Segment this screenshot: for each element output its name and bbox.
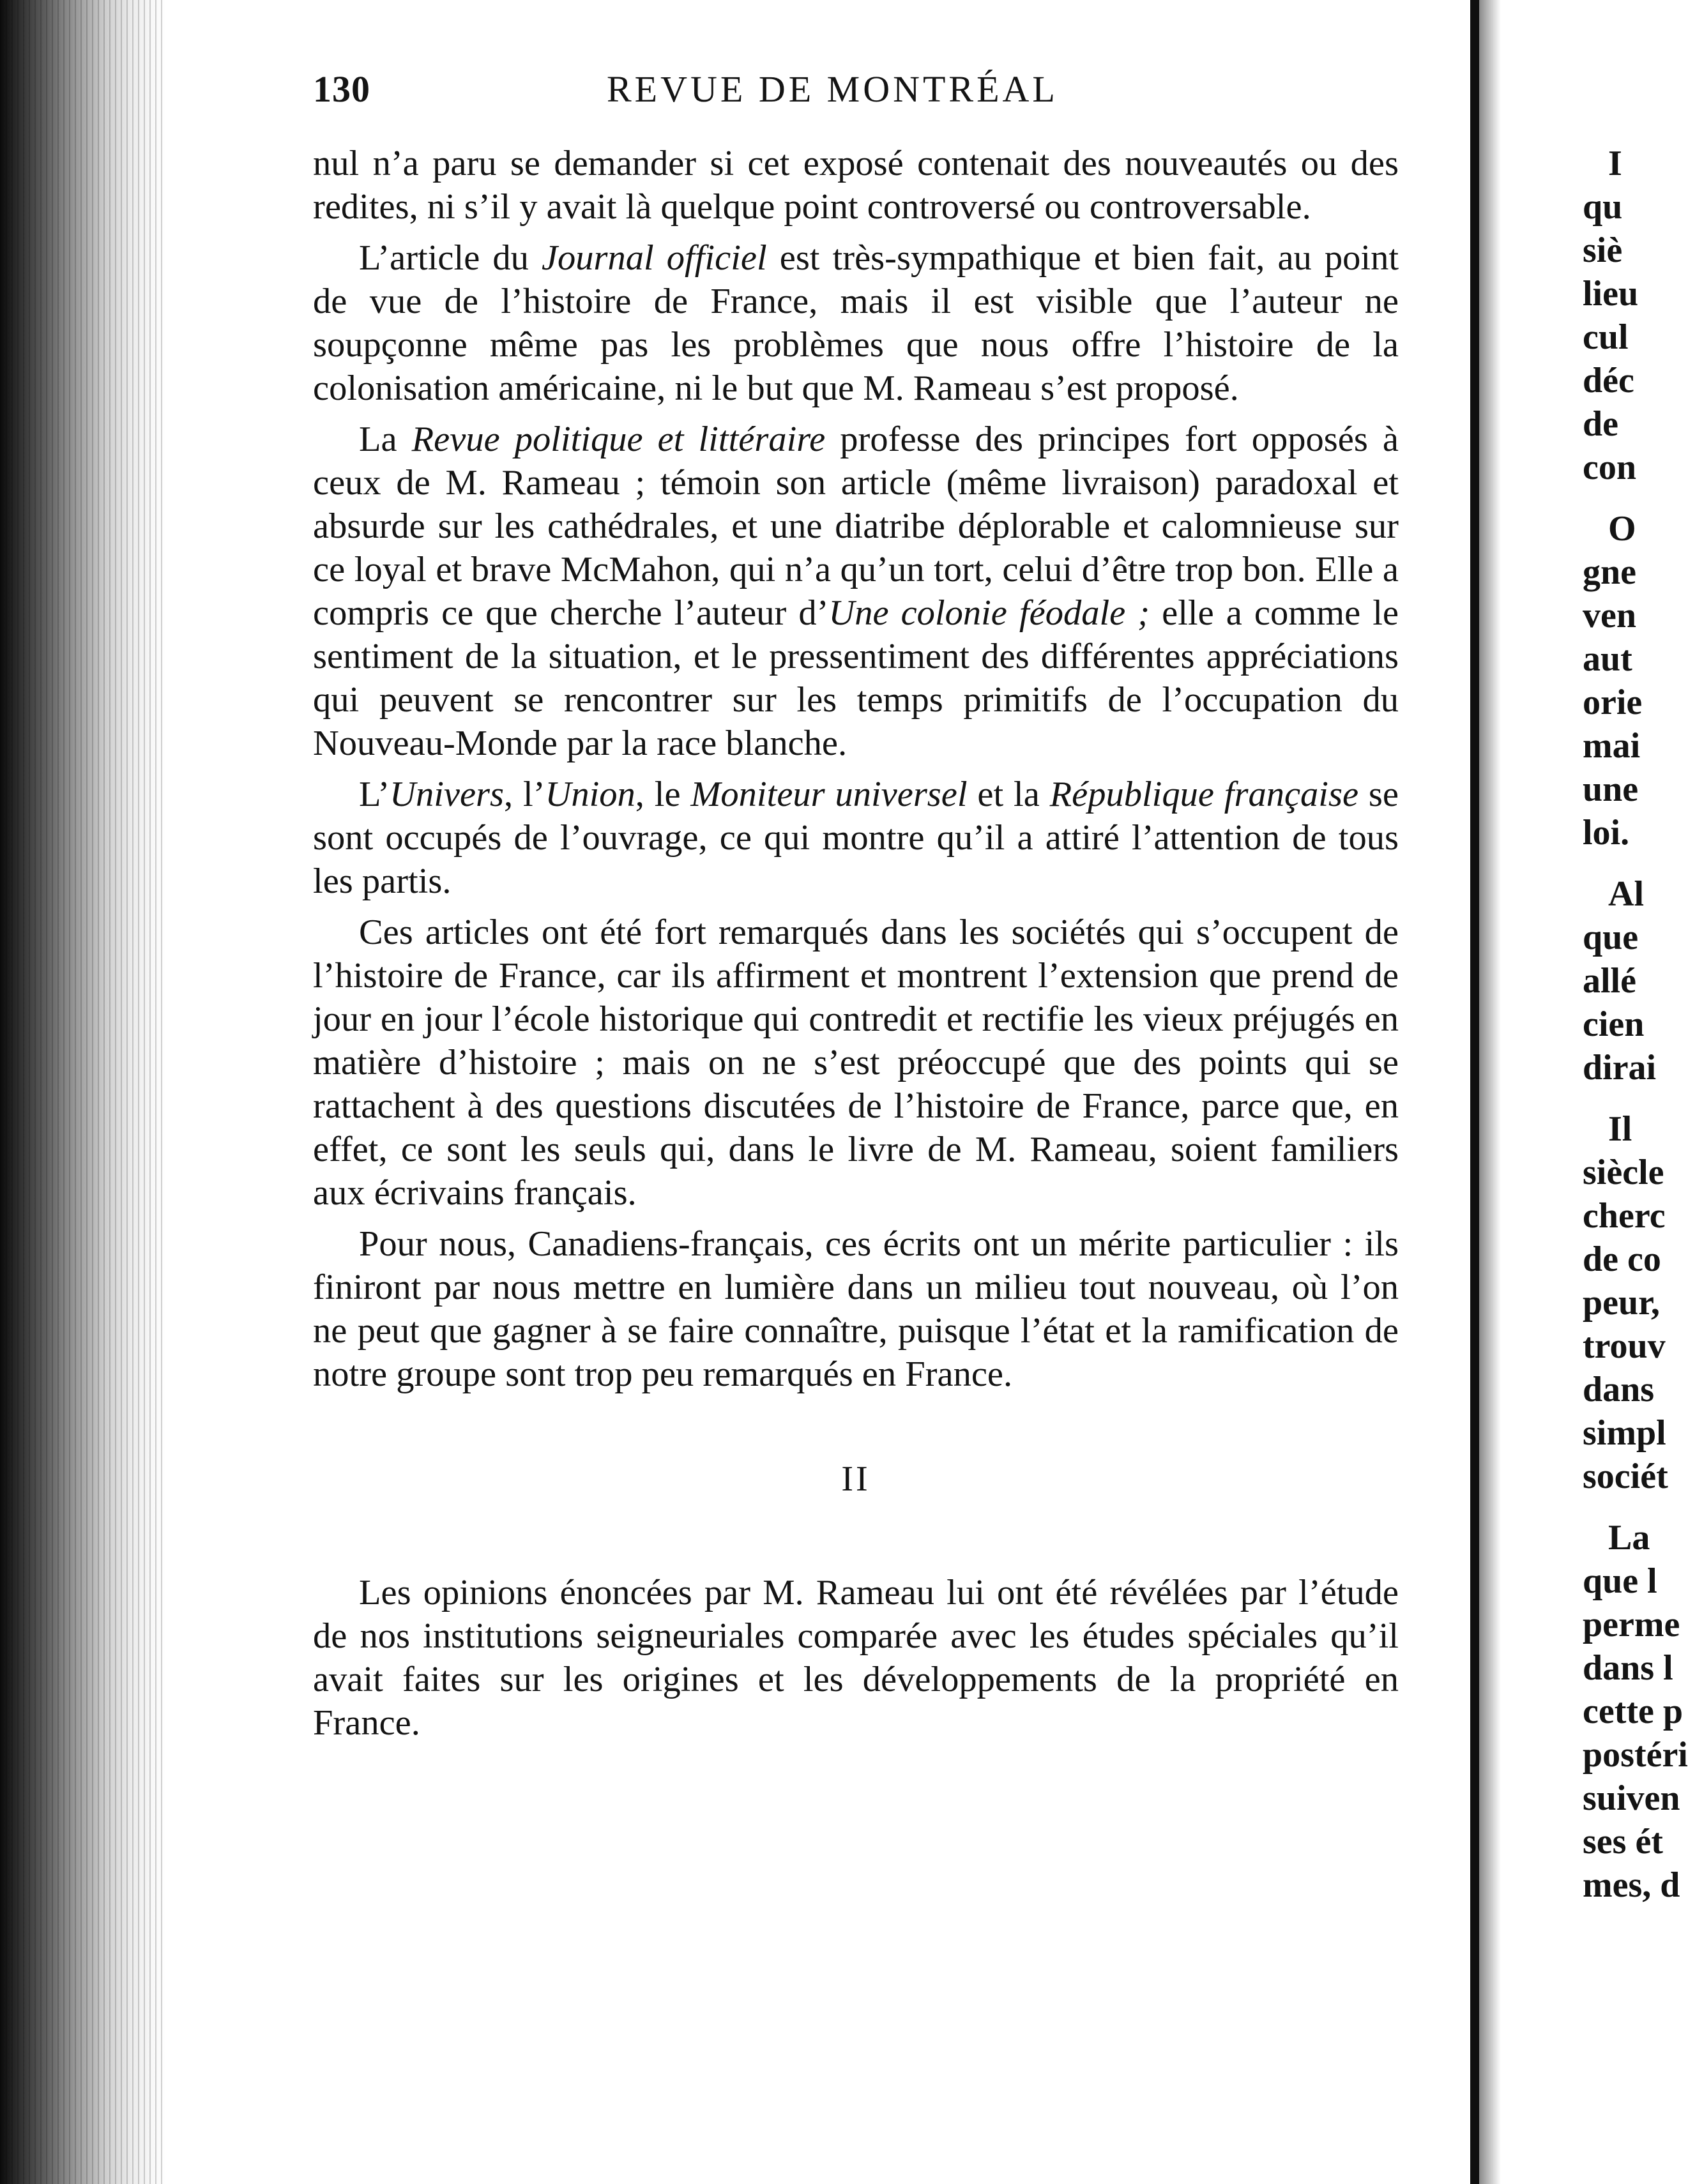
- revue-politique-title: Revue politique et littéraire: [411, 420, 826, 459]
- paragraph-4-text-c: , le: [635, 775, 691, 814]
- paragraph-4: [313, 773, 1399, 903]
- facing-page-line: simpl: [1583, 1413, 1666, 1453]
- paragraph-4-text-b: , l’: [504, 775, 545, 814]
- facing-page-line: que: [1583, 918, 1639, 957]
- facing-page-line: O: [1608, 509, 1636, 549]
- facing-page-line: gne: [1583, 552, 1636, 592]
- page-edge-divider: [1470, 0, 1479, 2184]
- paragraph-2-text-a: L’article du: [359, 238, 542, 278]
- facing-page-line: siè: [1583, 231, 1623, 270]
- paragraph-3-text-b: professe des principes fort opposés à ceux de M. Rameau ; témoin son article (même livraison) paradoxal et absurde sur les cathédrales, et une diatribe déplorable et calomnieuse sur ce loyal et brave McMahon, qui n’a qu’un tort, celui d’être trop bon. Elle a compris ce que cherche l’auteur d’: [313, 420, 1399, 633]
- facing-paragraph-gap: [1583, 854, 1668, 872]
- facing-page-line: con: [1583, 448, 1636, 487]
- paragraph-1: nul n’a paru se demander si cet exposé contenait des nouveautés ou des redites, ni s’il y avait là quelque point controversé ou controversable.: [313, 144, 1399, 227]
- facing-page-line: ven: [1583, 596, 1636, 635]
- journal-title: REVUE DE MONTRÉAL: [607, 68, 1058, 110]
- facing-page-line: cette p: [1583, 1692, 1684, 1731]
- univers-title: Univers: [390, 775, 505, 814]
- paragraph-2: [313, 236, 1399, 410]
- facing-page-line: une: [1583, 770, 1639, 809]
- facing-paragraph-gap: [1583, 1089, 1668, 1107]
- facing-page-line: siècle: [1583, 1153, 1664, 1192]
- paragraph-4-text-d: et la: [967, 775, 1050, 814]
- facing-page-line: La: [1608, 1518, 1650, 1558]
- republique-francaise-title: République française: [1049, 775, 1359, 814]
- facing-page-line: cul: [1583, 317, 1629, 357]
- paragraph-3-text-a: La: [359, 420, 412, 459]
- facing-page-line: aut: [1583, 639, 1632, 679]
- running-head: [313, 68, 1437, 125]
- facing-page-line: Al: [1608, 874, 1644, 914]
- facing-paragraph-gap: [1583, 489, 1668, 507]
- paragraph-4-text-e: se sont occupés de l’ouvrage, ce qui montre qu’il a attiré l’attention de tous les partis.: [313, 775, 1399, 901]
- facing-page-fragment: [1583, 142, 1688, 2121]
- facing-page-line: trouv: [1583, 1326, 1666, 1366]
- facing-page-line: de co: [1583, 1240, 1661, 1279]
- facing-page-line: I: [1608, 144, 1622, 183]
- paragraph-5: Ces articles ont été fort remarqués dans les sociétés qui s’occupent de l’histoire de France, car ils affirment et montrent l’extension que prend de jour en jour l’école historique qui contredit et rectifie les vieux préjugés en matière d’histoire ; mais on ne s’est préoccupé que des points qui se rattachent à des questions discutées de l’histoire de France, parce que, en effet, ce sont les seuls qui, dans le livre de M. Rameau, soient familiers aux écrivains français.: [313, 913, 1399, 1213]
- facing-page-line: lieu: [1583, 274, 1639, 314]
- main-text-column: [313, 142, 1399, 1752]
- une-colonie-feodale-title: Une colonie féodale ;: [828, 593, 1150, 633]
- paragraph-3: [313, 418, 1399, 765]
- facing-page-line: orie: [1583, 683, 1643, 722]
- facing-page-line: mes, d: [1583, 1865, 1680, 1905]
- facing-page-line: suiven: [1583, 1778, 1680, 1818]
- facing-page-line: que l: [1583, 1561, 1657, 1601]
- paragraph-6: Pour nous, Canadiens-français, ces écrits ont un mérite particulier : ils finiront par nous mettre en lumière dans un milieu tout nouveau, où l’on ne peut que gagner à se faire connaître, puisque l’état et la ramification de notre groupe sont trop peu remarqués en France.: [313, 1224, 1399, 1394]
- union-title: Union: [545, 775, 635, 814]
- facing-paragraph-gap: [1583, 1498, 1668, 1516]
- book-gutter-right: [1479, 0, 1501, 2184]
- facing-page-line: dirai: [1583, 1048, 1657, 1088]
- facing-page-line: Il: [1608, 1109, 1632, 1149]
- facing-page-line: mai: [1583, 726, 1641, 766]
- paragraph-7: Les opinions énoncées par M. Rameau lui ont été révélées par l’étude de nos institutions seigneuriales comparée avec les études spéciales qu’il avait faites sur les origines et les développements de la propriété en France.: [313, 1573, 1399, 1743]
- facing-page-line: peur,: [1583, 1283, 1660, 1323]
- facing-page-line: qu: [1583, 187, 1623, 227]
- facing-page-line: allé: [1583, 961, 1636, 1001]
- section-heading: II: [841, 1459, 871, 1499]
- facing-page-line: cien: [1583, 1005, 1645, 1044]
- facing-page-line: cherc: [1583, 1196, 1666, 1236]
- facing-page-line: perme: [1583, 1605, 1680, 1644]
- page-number: 130: [313, 68, 370, 110]
- facing-page-line: loi.: [1583, 813, 1630, 853]
- paragraph-3-text-c: elle a comme le sentiment de la situation, et le pressentiment des différentes appréciations qui peuvent se rencontrer sur les temps primitifs de l’occupation du Nouveau-Monde par la race blanche.: [313, 593, 1399, 763]
- facing-page-line: dans: [1583, 1370, 1655, 1409]
- book-gutter-left: [0, 0, 166, 2184]
- facing-page-line: déc: [1583, 361, 1634, 400]
- facing-page-line: ses ét: [1583, 1822, 1663, 1862]
- page-edges-texture: [0, 0, 166, 2184]
- paragraph-2-text-b: est très-sympathique et bien fait, au point de vue de l’histoire de France, mais il est visible que l’auteur ne soupçonne même pas les problèmes que nous offre l’histoire de la colonisation américaine, ni le but que M. Rameau s’est proposé.: [313, 238, 1399, 408]
- facing-page-line: postéri: [1583, 1735, 1688, 1775]
- journal-officiel-title: Journal officiel: [541, 238, 767, 278]
- paragraph-4-text-a: L’: [359, 775, 390, 814]
- moniteur-universel-title: Moniteur universel: [690, 775, 968, 814]
- facing-page-line: sociét: [1583, 1457, 1668, 1496]
- facing-page-line: dans l: [1583, 1648, 1673, 1688]
- facing-page-line: de: [1583, 404, 1618, 444]
